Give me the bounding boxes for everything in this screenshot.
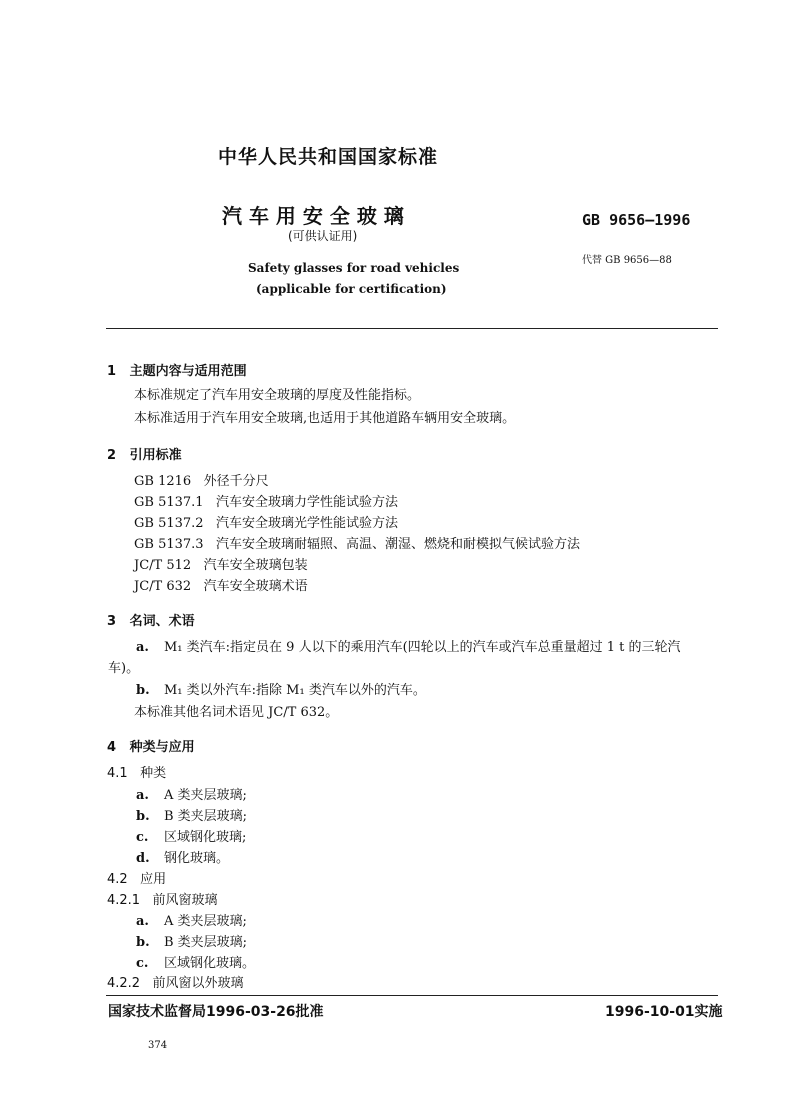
subsection-title: 前风窗玻璃	[152, 893, 218, 908]
reference-item	[134, 474, 269, 490]
list-item	[136, 851, 229, 867]
section-2-heading	[107, 444, 182, 463]
list-item-text: 区域钢化玻璃。	[164, 956, 256, 971]
term-a	[136, 640, 681, 656]
list-item	[136, 788, 247, 804]
reference-item	[134, 558, 308, 574]
reference-code: GB 1216	[134, 474, 192, 489]
section-1-number: 1	[107, 364, 117, 379]
header-rule	[106, 328, 718, 329]
subsection-4-2-heading	[107, 872, 166, 888]
subsection-4-2-1-heading	[107, 893, 218, 909]
reference-name: 外径千分尺	[203, 474, 269, 489]
subsection-4-2-2-heading	[107, 976, 244, 992]
reference-code: GB 5137.2	[134, 516, 204, 531]
list-item-label: c.	[136, 956, 149, 971]
section-1-para-2: 本标准适用于汽车用安全玻璃,也适用于其他道路车辆用安全玻璃。	[134, 411, 516, 426]
subtitle-chinese: (可供认证用)	[288, 229, 358, 243]
list-item-label: a.	[136, 914, 149, 929]
section-3-heading	[107, 610, 195, 629]
replaces-standard: 代替 GB 9656—88	[582, 255, 672, 266]
title-english: Safety glasses for road vehicles	[248, 261, 460, 275]
reference-code: GB 5137.1	[134, 495, 204, 510]
reference-item	[134, 537, 580, 553]
list-item-text: A 类夹层玻璃;	[164, 788, 247, 803]
title-chinese: 汽 车 用 安 全 玻 璃	[222, 204, 404, 228]
term-note: 本标准其他名词术语见 JC/T 632。	[134, 705, 339, 720]
subsection-number: 4.2.1	[107, 893, 141, 908]
list-item-label: b.	[136, 809, 150, 824]
approval-date: 国家技术监督局1996-03-26批准	[108, 1004, 324, 1020]
list-item-text: B 类夹层玻璃;	[164, 809, 248, 824]
section-2-number: 2	[107, 448, 117, 463]
reference-code: JC/T 632	[134, 579, 192, 594]
section-1-para-1: 本标准规定了汽车用安全玻璃的厚度及性能指标。	[134, 388, 421, 403]
page-number: 374	[148, 1040, 168, 1051]
subsection-title: 应用	[140, 872, 167, 887]
list-item-label: d.	[136, 851, 150, 866]
list-item-label: c.	[136, 830, 149, 845]
subtitle-english: (applicable for certification)	[256, 282, 447, 296]
subsection-number: 4.1	[107, 766, 128, 781]
list-item-label: a.	[136, 788, 149, 803]
effective-date: 1996-10-01实施	[605, 1004, 723, 1020]
section-4-heading	[107, 736, 195, 755]
section-1-title: 主题内容与适用范围	[129, 364, 247, 379]
reference-code: JC/T 512	[134, 558, 192, 573]
reference-name: 汽车安全玻璃术语	[203, 579, 308, 594]
term-b	[136, 683, 426, 699]
subsection-number: 4.2	[107, 872, 128, 887]
reference-name: 汽车安全玻璃力学性能试验方法	[215, 495, 398, 510]
subsection-number: 4.2.2	[107, 976, 141, 991]
reference-name: 汽车安全玻璃耐辐照、高温、潮湿、燃烧和耐模拟气候试验方法	[215, 537, 580, 552]
section-3-title: 名词、术语	[129, 614, 195, 629]
list-item	[136, 956, 255, 972]
list-item-text: B 类夹层玻璃;	[164, 935, 248, 950]
footer-rule	[106, 995, 718, 996]
term-a-label: a.	[136, 640, 149, 655]
subsection-title: 前风窗以外玻璃	[152, 976, 244, 991]
reference-item	[134, 579, 308, 595]
term-a-text: M₁ 类汽车:指定员在 9 人以下的乘用汽车(四轮以上的汽车或汽车总重量超过 1 t 的三轮汽	[164, 640, 681, 655]
standard-number: GB 9656—1996	[582, 211, 691, 229]
list-item	[136, 830, 246, 846]
reference-code: GB 5137.3	[134, 537, 204, 552]
list-item-text: 钢化玻璃。	[164, 851, 230, 866]
reference-item	[134, 516, 398, 532]
list-item-text: 区域钢化玻璃;	[164, 830, 247, 845]
subsection-title: 种类	[140, 766, 167, 781]
term-b-text: M₁ 类以外汽车:指除 M₁ 类汽车以外的汽车。	[164, 683, 426, 698]
list-item-text: A 类夹层玻璃;	[164, 914, 247, 929]
section-2-title: 引用标准	[129, 448, 182, 463]
term-a-continuation: 车)。	[108, 661, 140, 676]
reference-name: 汽车安全玻璃包装	[203, 558, 308, 573]
reference-name: 汽车安全玻璃光学性能试验方法	[215, 516, 398, 531]
section-4-title: 种类与应用	[129, 740, 195, 755]
list-item-label: b.	[136, 935, 150, 950]
section-1-heading	[107, 360, 247, 379]
section-4-number: 4	[107, 740, 117, 755]
term-b-label: b.	[136, 683, 150, 698]
list-item	[136, 935, 247, 951]
subsection-4-1-heading	[107, 766, 166, 782]
national-standard-heading: 中华人民共和国国家标准	[218, 146, 439, 168]
list-item	[136, 809, 247, 825]
list-item	[136, 914, 247, 930]
reference-item	[134, 495, 398, 511]
section-3-number: 3	[107, 614, 117, 629]
